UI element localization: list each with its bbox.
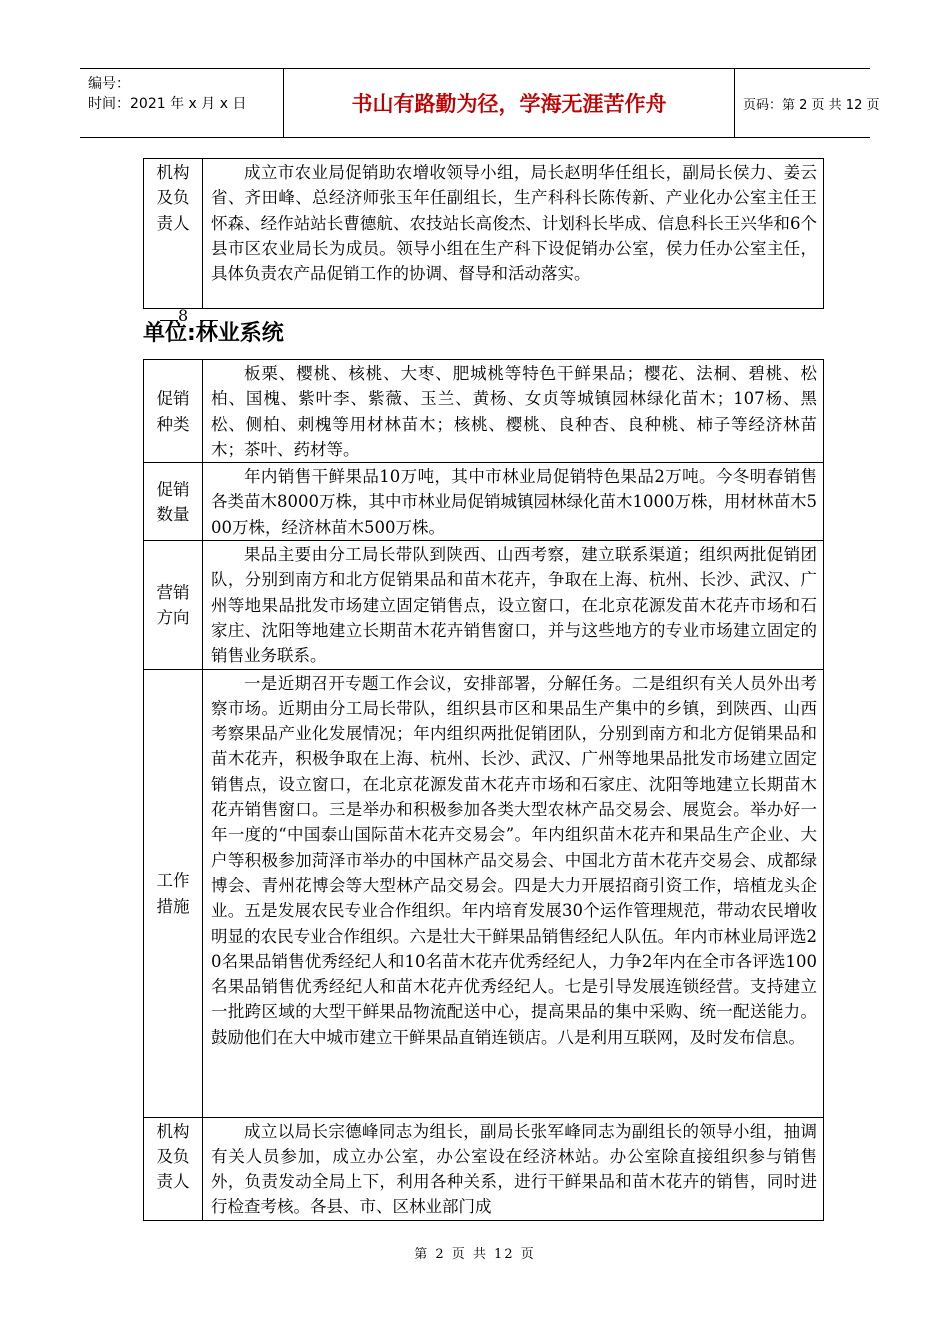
row-text-marketing-direction: 果品主要由分工局长带队到陕西、山西考察，建立联系渠道；组织两批促销团队，分别到南方和北方促销果品和苗木花卉，争取在上海、杭州、长沙、武汉、广州等地果品批发市场建立固定销售点，设立窗口，在北京花源发苗木花卉市场和石家庄、沈阳等地建立长期苗木花卉销售窗口，并与这些地方的专业市场建立固定的销售业务联系。 xyxy=(203,541,824,669)
row-text-promotion-quantity: 年内销售干鲜果品10万吨，其中市林业局促销特色果品2万吨。今冬明春销售各类苗木8000万株，其中市林业局促销城镇园林绿化苗木1000万株，用材林苗木500万株，经济林苗木500万株。 xyxy=(203,463,824,541)
page-footer: 第 2 页 共 12 页 xyxy=(414,1247,536,1262)
row-label-organization: 机构 及负 责人 xyxy=(144,1117,203,1220)
row-label-marketing-direction: 营销 方向 xyxy=(144,541,203,669)
section-marker: 8 xyxy=(178,306,188,325)
row-text-promotion-type: 板栗、樱桃、核桃、大枣、肥城桃等特色干鲜果品；樱花、法桐、碧桃、松柏、国槐、紫叶李、紫薇、玉兰、黄杨、女贞等城镇园林绿化苗木；107杨、黑松、侧柏、刺槐等用材林苗木；核桃、樱桃、良种杏、良种桃、柿子等经济林苗木；茶叶、药材等。 xyxy=(203,360,824,463)
row-text: 成立市农业局促销助农增收领导小组，局长赵明华任组长，副局长侯力、姜云省、齐田峰、总经济师张玉年任副组长，生产科科长陈传新、产业化办公室主任王怀森、经作站站长曹德航、农技站长高俊杰、计划科长毕成、信息科长王兴华和6个县市区农业局长为成员。领导小组在生产科下设促销办公室，侯力任办公室主任，具体负责农产品促销工作的协调、督导和活动落实。 xyxy=(203,159,824,309)
document-date-label: 时间：2021 年 x 月 x 日 xyxy=(88,96,247,112)
row-text-work-measures: 一是近期召开专题工作会议，安排部署，分解任务。二是组织有关人员外出考察市场。近期由分工局长带队，组织县市区和果品生产集中的乡镇，到陕西、山西考察果品产业化发展情况；年内组织两批促销团队，分别到南方和北方促销果品和苗木花卉，积极争取在上海、杭州、长沙、武汉、广州等地果品批发市场建立固定销售点，设立窗口，在北京花源发苗木花卉市场和石家庄、沈阳等地建立长期苗木花卉销售窗口。三是举办和积极参加各类大型农林产品交易会、展览会。举办好一年一度的“中国泰山国际苗木花卉交易会”。年内组织苗木花卉和果品生产企业、大户等积极参加菏泽市举办的中国林产品交易会、中国北方苗木花卉交易会、成都绿博会、青州花博会等大型林产品交易会。四是大力开展招商引资工作，培植龙头企业。五是发展农民专业合作组织。年内培育发展30个运作管理规范，带动农民增收明显的农民专业合作组织。六是壮大干鲜果品销售经纪人队伍。年内市林业局评选20名果品销售优秀经纪人和10名苗木花卉优秀经纪人，力争2年内在全市各评选100名果品销售优秀经纪人和苗木花卉优秀经纪人。七是引导发展连锁经营。支持建立一批跨区域的大型干鲜果品物流配送中心，提高果品的集中采购、统一配送能力。鼓励他们在大中城市建立干鲜果品直销连锁店。八是利用互联网，及时发布信息。 xyxy=(203,669,824,1117)
row-text-organization: 成立以局长宗德峰同志为组长，副局长张军峰同志为副组长的领导小组，抽调有关人员参加，成立办公室，办公室设在经济林站。办公室除直接组织参与销售外，负责发动全局上下，利用各种关系，进行干鲜果品和苗木花卉的销售，同时进行检查考核。各县、市、区林业部门成 xyxy=(203,1117,824,1220)
header-page-number: 页码：第 2 页 共 12 页 xyxy=(743,97,880,113)
row-label-promotion-type: 促销 种类 xyxy=(144,360,203,463)
row-label: 机构 及负 责人 xyxy=(144,159,203,309)
row-label-work-measures: 工作 措施 xyxy=(144,669,203,1117)
agriculture-bureau-table xyxy=(143,158,824,309)
forestry-table xyxy=(143,359,824,1221)
row-label-promotion-quantity: 促销 数量 xyxy=(144,463,203,541)
header-motto: 书山有路勤为径，学海无涯苦作舟 xyxy=(284,69,735,137)
page-header xyxy=(80,68,880,138)
document-number-label: 编号： xyxy=(88,76,130,92)
header-meta xyxy=(80,69,284,137)
unit-title: 单位:林业系统 xyxy=(143,321,284,346)
